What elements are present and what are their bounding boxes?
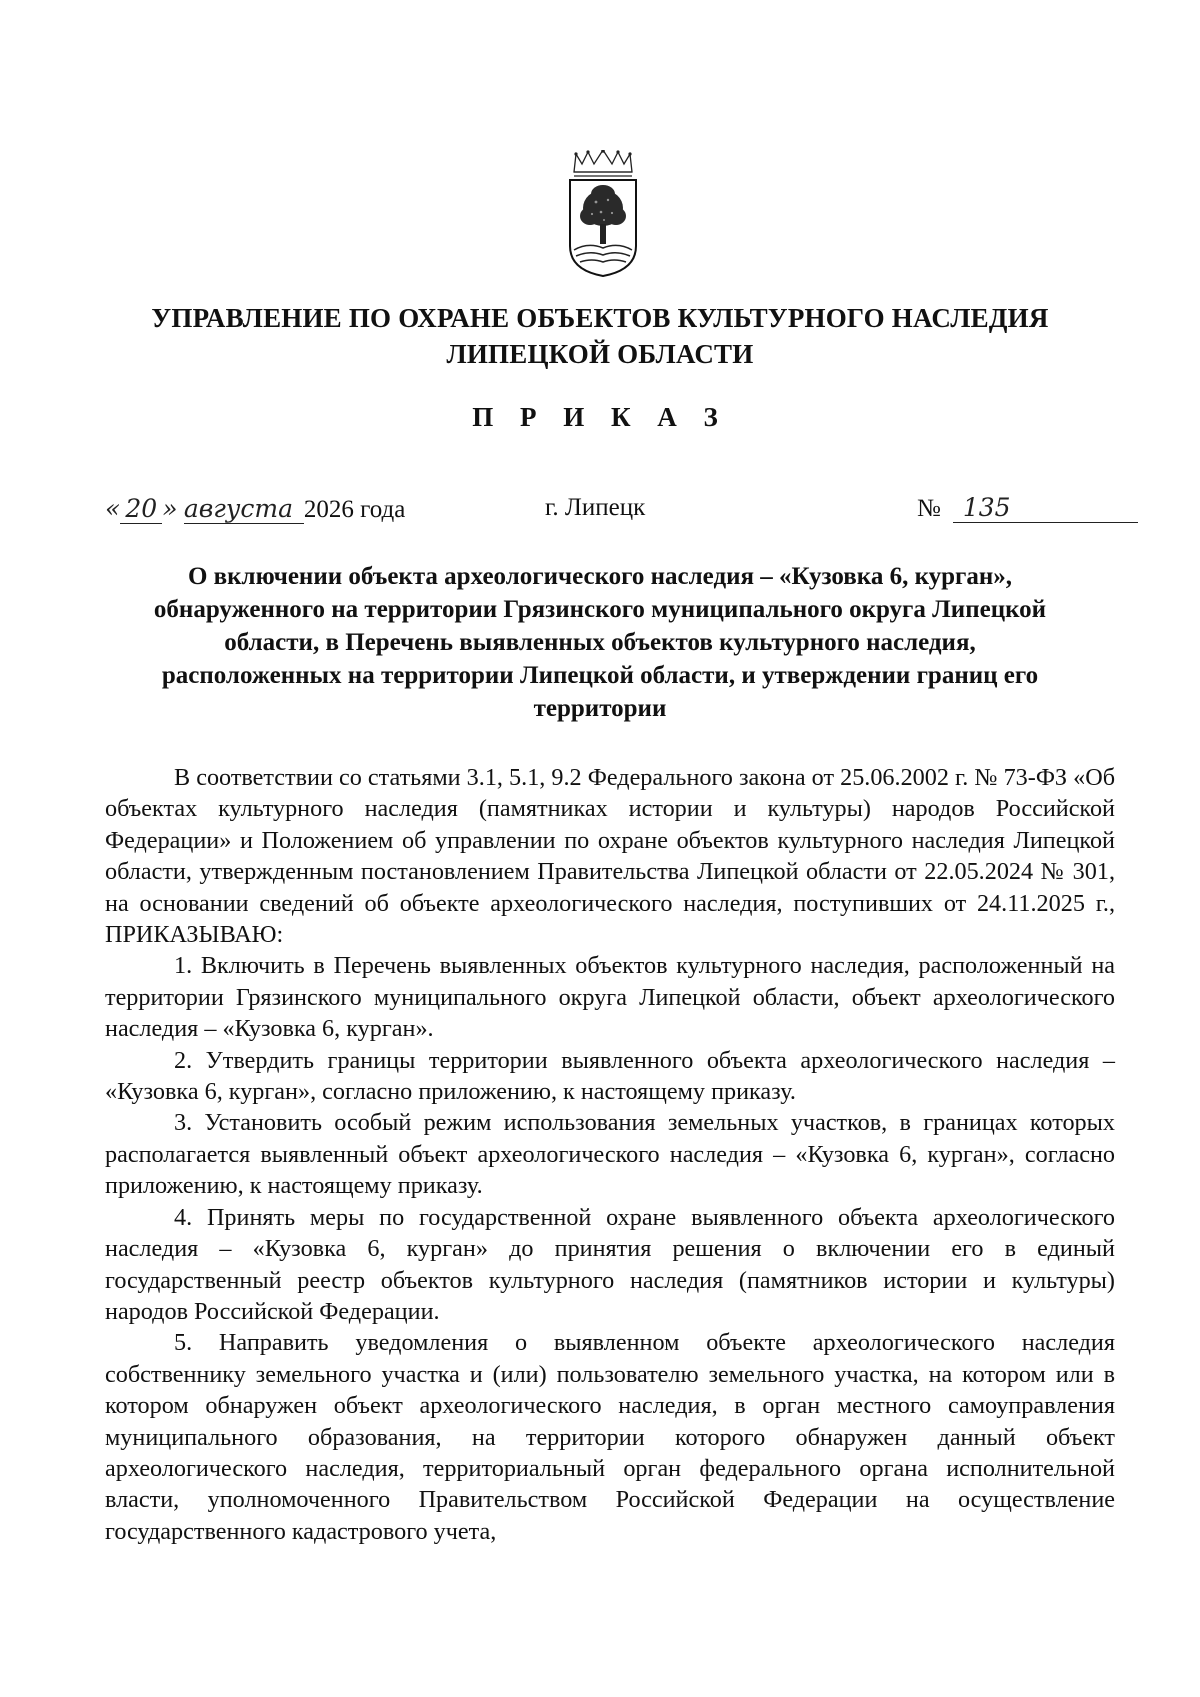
order-subject: О включении объекта археологического наследия – «Кузовка 6, курган», обнаруженного на территории Грязинского муниципального округа Липецкой области, в Перечень выявленных объектов культурного наследия, расположенных на территории Липецкой области, и утверждении границ его территории xyxy=(153,563,1047,722)
agency-name-line2: ЛИПЕЦКОЙ ОБЛАСТИ xyxy=(446,339,754,369)
agency-name xyxy=(60,300,1140,372)
order-title: П Р И К А З xyxy=(472,402,728,432)
agency-name-line1: УПРАВЛЕНИЕ ПО ОХРАНЕ ОБЪЕКТОВ КУЛЬТУРНОГО НАСЛЕДИЯ xyxy=(151,303,1049,333)
coat-of-arms-emblem xyxy=(566,150,640,278)
date-year: 2026 года xyxy=(303,496,406,523)
date-day: 20 xyxy=(120,495,162,524)
date-quote-close: » xyxy=(162,494,178,523)
paragraph-item-5: 5. Направить уведомления о выявленном объекте археологического наследия собственнику земельного участка и (или) пользователю земельного участка, на котором или в котором обнаружен объект археологического наследия, в орган местного самоуправления муниципального образования, на территории которого обнаружен данный объект археологического наследия, территориальный орган федерального органа исполнительной власти, уполномоченного Правительством Российской Федерации на осуществление государственного кадастрового учета, xyxy=(105,1329,1115,1545)
order-number-label: № xyxy=(917,495,941,522)
paragraph-preamble: В соответствии со статьями 3.1, 5.1, 9.2 Федерального закона от 25.06.2002 г. № 73-ФЗ «Об объектах культурного наследия (памятниках истории и культуры) народов Российской Федерации» и Положением об управлении по охране объектов культурного наследия Липецкой области, утвержденным постановлением Правительства Липецкой области от 22.05.2024 № 301, на основании сведений об объекте археологического наследия, поступивших от 24.11.2025 г., ПРИКАЗЫВАЮ: xyxy=(105,764,1115,949)
date-month: августа xyxy=(184,495,304,524)
date-number-row xyxy=(105,488,1125,532)
paragraph-item-1: 1. Включить в Перечень выявленных объектов культурного наследия, расположенный на территории Грязинского муниципального округа Липецкой области, объект археологического наследия – «Кузовка 6, курган». xyxy=(105,952,1115,1043)
order-city: г. Липецк xyxy=(545,494,646,521)
paragraph-item-2: 2. Утвердить границы территории выявленного объекта археологического наследия – «Кузовка 6, курган», согласно приложению, к настоящему приказу. xyxy=(105,1046,1115,1106)
order-number-value: 135 xyxy=(953,494,1138,523)
order-date xyxy=(105,494,405,524)
paragraph-item-3: 3. Установить особый режим использования земельных участков, в границах которых располагается выявленный объект археологического наследия – «Кузовка 6, курган», согласно приложению, к настоящему приказу. xyxy=(105,1109,1115,1200)
paragraph-item-4: 4. Принять меры по государственной охране выявленного объекта археологического наследия – «Кузовка 6, курган» до принятия решения о включении его в единый государственный реестр объектов культурного наследия (памятников истории и культуры) народов Российской Федерации. xyxy=(105,1203,1115,1325)
date-quote-open: « xyxy=(105,494,121,523)
order-body xyxy=(105,762,1115,1547)
order-number xyxy=(917,494,1138,523)
